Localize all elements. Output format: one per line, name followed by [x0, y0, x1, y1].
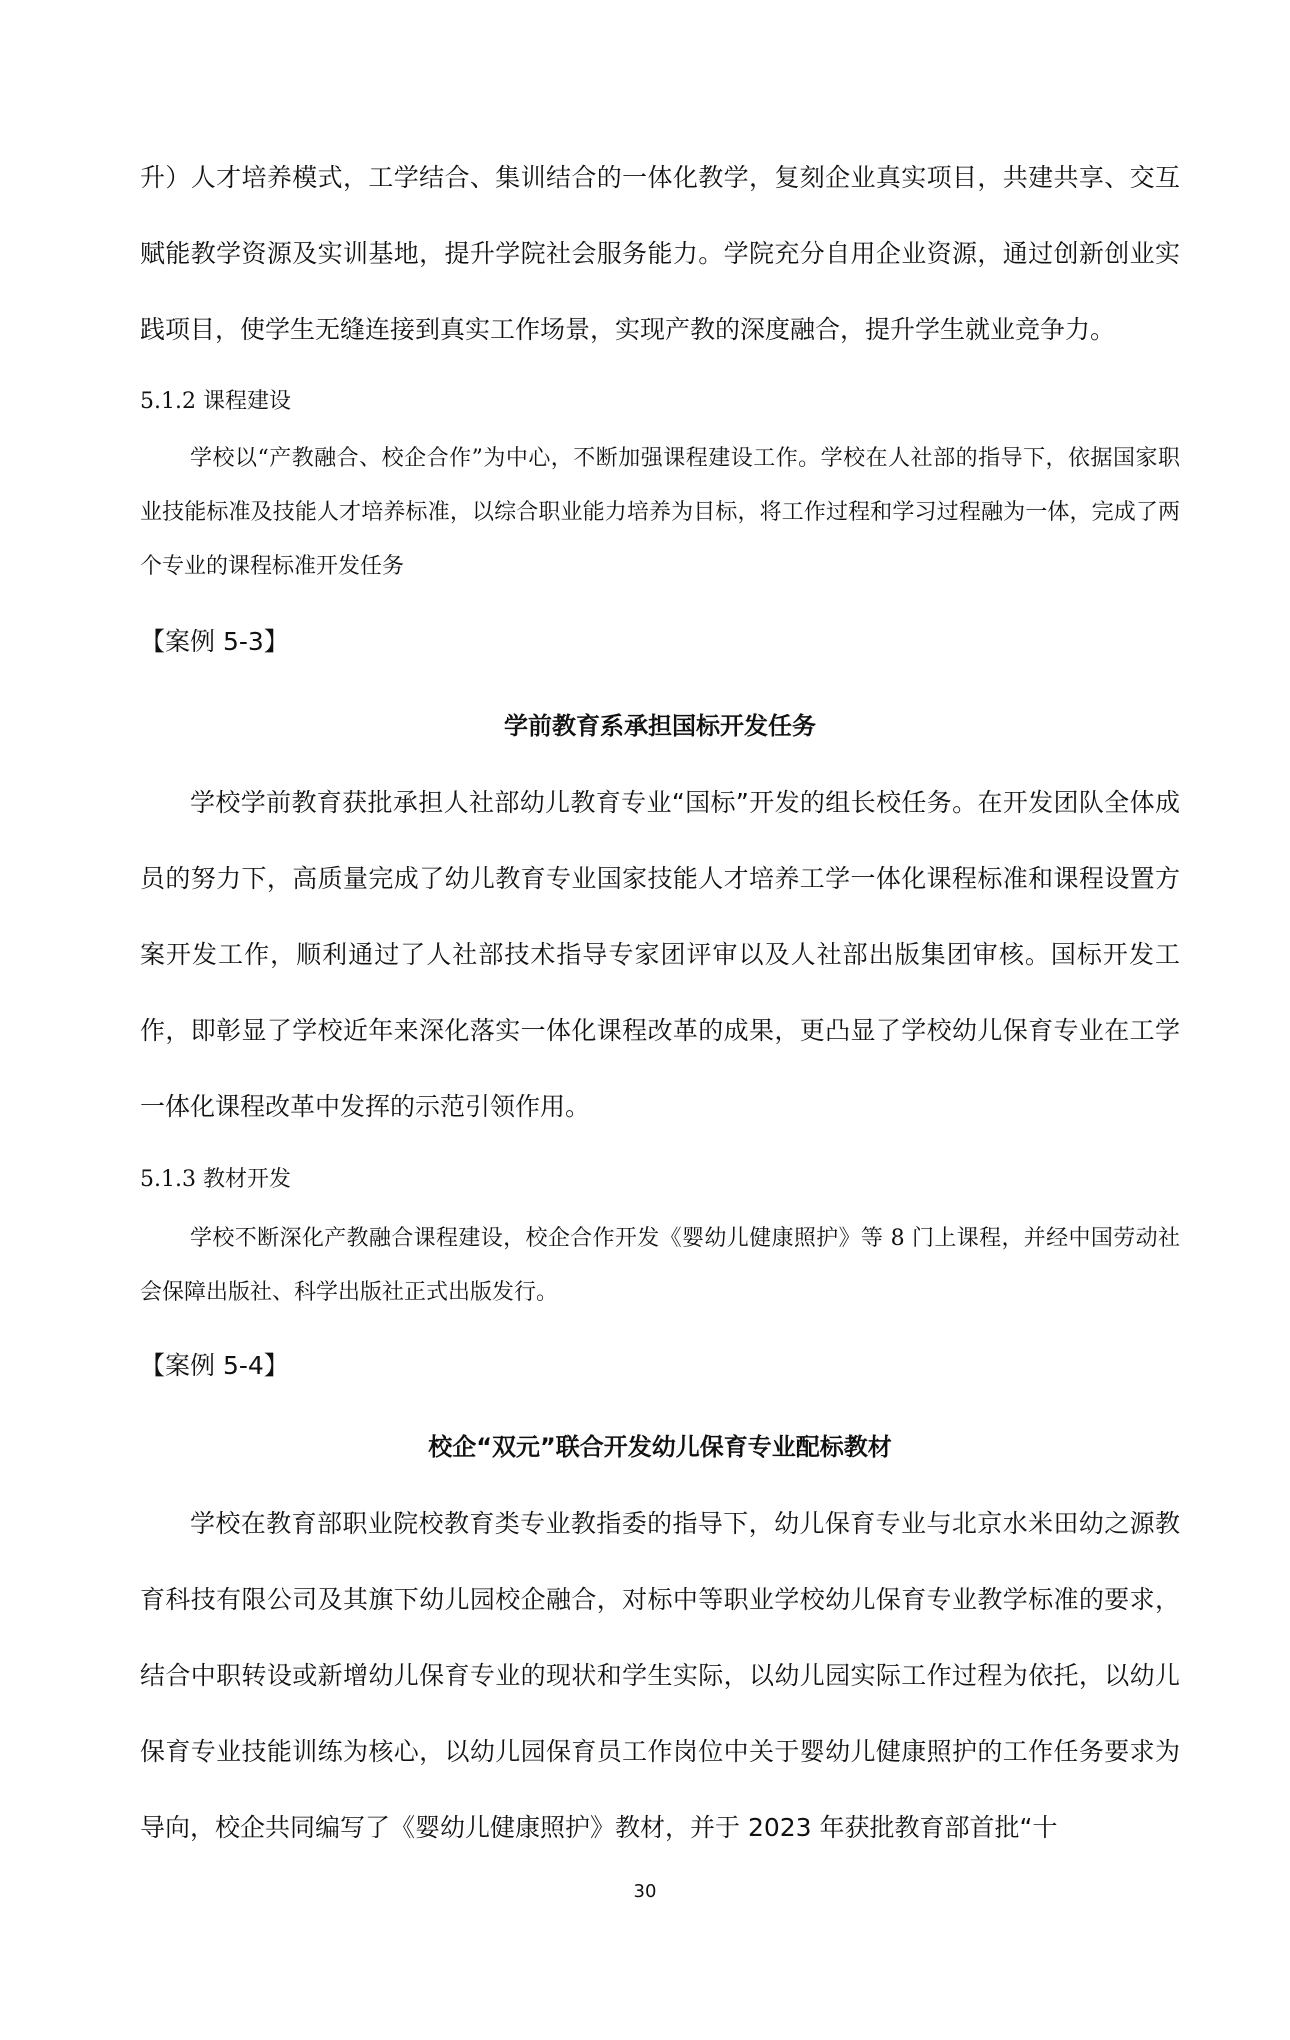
paragraph-intro: 升）人才培养模式，工学结合、集训结合的一体化教学，复刻企业真实项目，共建共享、交互赋能教学资源及实训基地，提升学院社会服务能力。学院充分自用企业资源，通过创新创业实践项目，使学生无缝连接到真实工作场景，实现产教的深度融合，提升学生就业竞争力。: [140, 163, 1180, 344]
paragraph-course-construction: 学校以“产教融合、校企合作”为中心，不断加强课程建设工作。学校在人社部的指导下，依据国家职业技能标准及技能人才培养标准，以综合职业能力培养为目标，将工作过程和学习过程融为一体，完成了两个专业的课程标准开发任务: [140, 446, 1180, 579]
paragraph-case-5-3: 学校学前教育获批承担人社部幼儿教育专业“国标”开发的组长校任务。在开发团队全体成员的努力下，高质量完成了幼儿教育专业国家技能人才培养工学一体化课程标准和课程设置方案开发工作，顺利通过了人社部技术指导专家团评审以及人社部出版集团审核。国标开发工作，即彰显了学校近年来深化落实一体化课程改革的成果，更凸显了学校幼儿保育专业在工学一体化课程改革中发挥的示范引领作用。: [140, 788, 1180, 1121]
case-title-5-3: 学前教育系承担国标开发任务: [504, 712, 816, 740]
case-label-5-4: 【案例 5-4】: [140, 1351, 289, 1380]
section-heading-course-construction: 5.1.2 课程建设: [140, 389, 291, 414]
paragraph-textbook-development: 学校不断深化产教融合课程建设，校企合作开发《婴幼儿健康照护》等 8 门上课程，并经中国劳动社会保障出版社、科学出版社正式出版发行。: [140, 1226, 1180, 1305]
case-title-5-4: 校企“双元”联合开发幼儿保育专业配标教材: [428, 1433, 892, 1461]
paragraph-case-5-4: 学校在教育部职业院校教育类专业教指委的指导下，幼儿保育专业与北京水米田幼之源教育科技有限公司及其旗下幼儿园校企融合，对标中等职业学校幼儿保育专业教学标准的要求，结合中职转设或新增幼儿保育专业的现状和学生实际，以幼儿园实际工作过程为依托，以幼儿保育专业技能训练为核心，以幼儿园保育员工作岗位中关于婴幼儿健康照护的工作任务要求为导向，校企共同编写了《婴幼儿健康照护》教材，并于 2023 年获批教育部首批“十: [140, 1509, 1180, 1842]
section-heading-textbook-development: 5.1.3 教材开发: [140, 1167, 291, 1192]
page-number: 30: [633, 1881, 657, 1902]
case-label-5-3: 【案例 5-3】: [140, 627, 289, 656]
